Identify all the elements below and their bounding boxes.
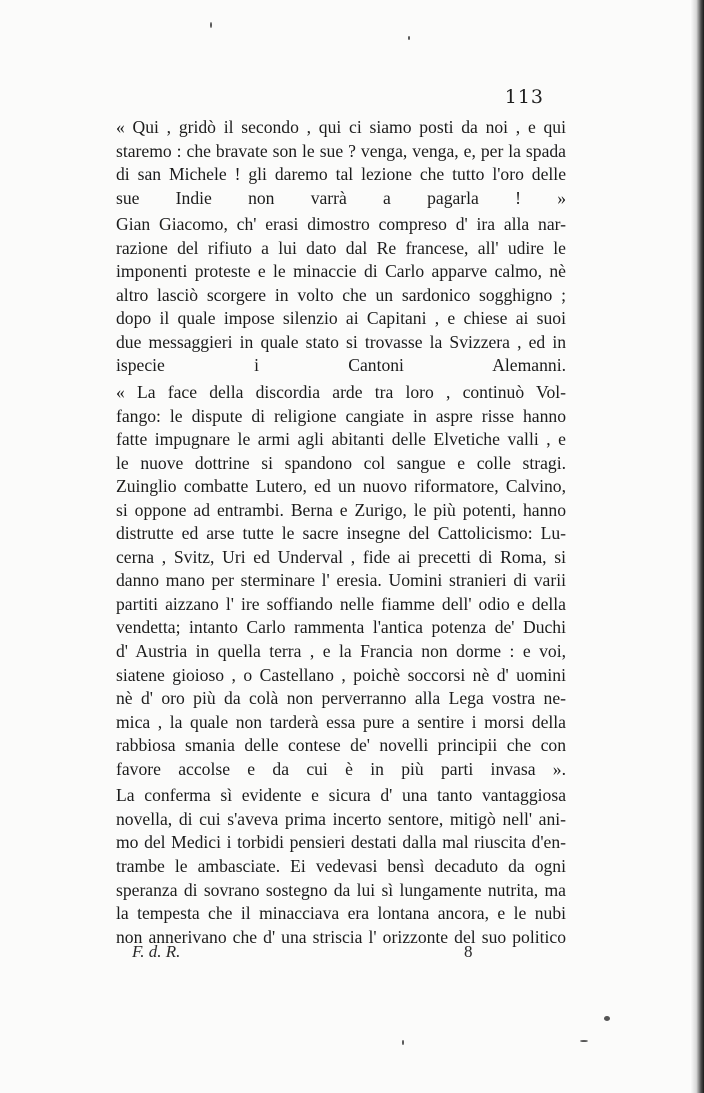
paper-speck (604, 1016, 610, 1021)
paper-speck (402, 1040, 404, 1045)
text-line: cerna , Svitz, Uri ed Underval , fide ai precetti di Roma, si (116, 546, 566, 567)
text-line: di san Michele ! gli daremo tal lezione che tutto l'oro delle (116, 164, 566, 185)
text-line: rabbiosa smania delle contese de' novelli principii che con (116, 735, 566, 756)
paragraph-4 (116, 784, 566, 949)
text-line: si oppone ad entrambi. Berna e Zurigo, le più potenti, hanno (116, 499, 566, 520)
text-line: imponenti proteste e le minaccie di Carlo apparve calmo, nè (116, 261, 566, 282)
text-line: distrutte ed arse tutte le sacre insegne del Cattolicismo: Lu- (116, 523, 566, 544)
text-line: vendetta; intanto Carlo rammenta l'antica potenza de' Duchi (116, 617, 566, 638)
page-edge-shadow (690, 0, 704, 1093)
text-line: non annerivano che d' una striscia l' orizzonte del suo politico (116, 926, 566, 947)
text-line: sue Indie non varrà a pagarla ! » (116, 187, 566, 208)
sheet-number: 8 (464, 942, 473, 961)
text-line: « La face della discordia arde tra loro , continuò Vol- (116, 382, 566, 403)
text-line: « Qui , gridò il secondo , qui ci siamo posti da noi , e qui (116, 117, 566, 137)
paper-speck (210, 22, 212, 28)
text-line: razione del rifiuto a lui dato dal Re francese, all' udire le (116, 237, 566, 258)
paper-speck (408, 36, 410, 40)
printer-signature: F. d. R. (132, 942, 181, 961)
text-line: due messaggieri in quale stato si trovasse la Svizzera , ed in (116, 331, 566, 352)
text-line: ispecie i Cantoni Alemanni. (116, 355, 566, 376)
text-line: novella, di cui s'aveva prima incerto sentore, mitigò nell' ani- (116, 808, 566, 829)
paper-speck (580, 1040, 588, 1042)
text-line: la tempesta che il minacciava era lontana ancora, e le nubi (116, 903, 566, 924)
text-line: dopo il quale impose silenzio ai Capitani , e chiese ai suoi (116, 308, 566, 329)
text-line: staremo : che bravate son le sue ? venga, venga, e, per la spada (116, 140, 566, 161)
text-line: fango: le dispute di religione cangiate in aspre risse hanno (116, 405, 566, 426)
paragraph-1 (116, 116, 566, 210)
text-line: speranza di sovrano sostegno da lui sì lungamente nutrita, ma (116, 879, 566, 900)
text-line: Gian Giacomo, ch' erasi dimostro compreso d' ira alla nar- (116, 214, 566, 235)
text-line: favore accolse e da cui è in più parti invasa ». (116, 758, 566, 779)
text-line: le nuove dottrine si spandono col sangue e colle stragi. (116, 452, 566, 473)
text-line: fatte impugnare le armi agli abitanti delle Elvetiche valli , e (116, 429, 566, 450)
text-line: mica , la quale non tarderà essa pure a sentire i morsi della (116, 711, 566, 732)
text-line: trambe le ambasciate. Ei vedevasi bensì decaduto da ogni (116, 855, 566, 876)
text-line: La conferma sì evidente e sicura d' una tanto vantaggiosa (116, 785, 566, 806)
text-line: danno mano per sterminare l' eresia. Uomini stranieri di varii (116, 570, 566, 591)
text-line: nè d' oro più da colà non perverranno alla Lega vostra ne- (116, 688, 566, 709)
text-line: siatene gioioso , o Castellano , poichè soccorsi nè d' uomini (116, 664, 566, 685)
text-line: altro lasciò scorgere in volto che un sardonico sogghigno ; (116, 284, 566, 305)
page-number: 113 (504, 86, 544, 108)
text-line: partiti aizzano l' ire soffiando nelle fiamme dell' odio e della (116, 593, 566, 614)
body-text (116, 116, 566, 952)
paragraph-2 (116, 213, 566, 378)
text-line: d' Austria in quella terra , e la Francia non dorme : e voi, (116, 641, 566, 662)
text-line: mo del Medici i torbidi pensieri destati dalla mal riuscita d'en- (116, 832, 566, 853)
text-line: Zuinglio combatte Lutero, ed un nuovo riformatore, Calvino, (116, 476, 566, 497)
paragraph-3 (116, 381, 566, 781)
